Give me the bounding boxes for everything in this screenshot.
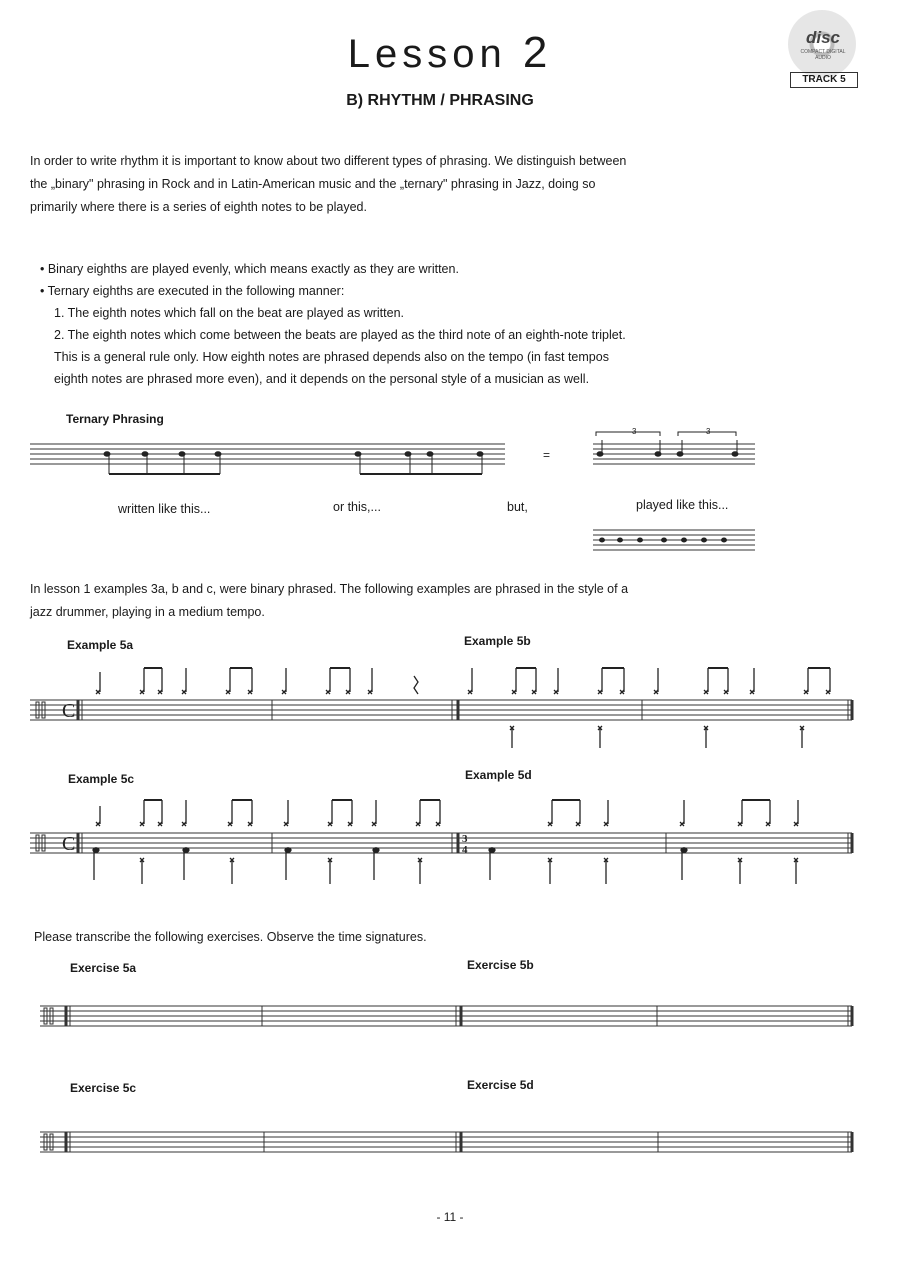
- cd-logo-text: disc: [805, 28, 841, 47]
- example-5d-label: Example 5d: [465, 768, 532, 782]
- exercise-5b-label: Exercise 5b: [467, 958, 534, 972]
- exercise-instruction: Please transcribe the following exercises. Observe the time signatures.: [34, 930, 427, 944]
- time-signature-top: 3: [462, 833, 468, 845]
- triplet-number: 3: [632, 427, 637, 436]
- rule-item: 1. The eighth notes which fall on the beat are played as written.: [54, 306, 404, 320]
- time-signature-c: C: [62, 833, 76, 855]
- caption-or-this: or this,...: [333, 500, 381, 514]
- example-5cd-notes: [93, 800, 798, 884]
- page-number: - 11 -: [436, 1210, 464, 1224]
- exercise-5ab-staff: [40, 1006, 852, 1026]
- equals-sign: =: [543, 448, 551, 462]
- intro-line: In order to write rhythm it is important to know about two different types of phrasing. We distinguish between: [30, 154, 627, 168]
- rule-item: eighth notes are phrased more even), and it depends on the personal style of a musician as well.: [54, 372, 590, 386]
- exercise-5d-label: Exercise 5d: [467, 1078, 534, 1092]
- exercise-5cd-staff: [40, 1132, 852, 1152]
- lesson-title-prefix: Lesson: [347, 32, 507, 76]
- ternary-notes: [104, 440, 738, 542]
- lesson-number: 2: [522, 28, 553, 77]
- caption-written: written like this...: [118, 502, 211, 516]
- section-subtitle: B) RHYTHM / PHRASING: [346, 92, 534, 109]
- example-5b-label: Example 5b: [464, 634, 531, 648]
- intro-line: the „binary" phrasing in Rock and in Latin-American music and the „ternary" phrasing in Jazz, doing so: [30, 177, 596, 191]
- exercise-5c-label: Exercise 5c: [70, 1081, 137, 1095]
- note-line: In lesson 1 examples 3a, b and c, were binary phrased. The following examples are phrased in the style of a: [30, 582, 629, 596]
- example-5cd-staff: [30, 833, 852, 853]
- triplet-number: 3: [706, 427, 711, 436]
- track-badge: TRACK 5: [790, 72, 858, 88]
- percussion-clef-icon: [36, 702, 53, 1150]
- rule-bullet: • Ternary eighths are executed in the following manner:: [40, 284, 345, 298]
- rule-item: 2. The eighth notes which come between the beats are played as the third note of an eighth-note triplet.: [54, 328, 626, 342]
- note-line: jazz drummer, playing in a medium tempo.: [30, 605, 265, 619]
- time-signature-bottom: 4: [462, 844, 468, 856]
- caption-played: played like this...: [636, 498, 729, 512]
- rule-bullet: • Binary eighths are played evenly, which means exactly as they are written.: [40, 262, 459, 276]
- example-5a-label: Example 5a: [67, 638, 134, 652]
- ternary-staff: [30, 444, 755, 550]
- example-5ab-staff: [30, 700, 852, 720]
- caption-but: but,: [507, 500, 528, 514]
- example-5c-label: Example 5c: [68, 772, 135, 786]
- intro-line: primarily where there is a series of eighth notes to be played.: [30, 200, 367, 214]
- example-5ab-notes: [96, 668, 830, 748]
- exercise-5a-label: Exercise 5a: [70, 961, 137, 975]
- time-signature-c: C: [62, 700, 76, 722]
- rule-item: This is a general rule only. How eighth notes are phrased depends also on the tempo (in fast tempos: [54, 350, 609, 364]
- cd-logo-subtext: COMPACT DIGITAL AUDIO: [800, 49, 846, 61]
- triplet-brackets: [596, 432, 736, 436]
- ternary-phrasing-label: Ternary Phrasing: [66, 412, 164, 426]
